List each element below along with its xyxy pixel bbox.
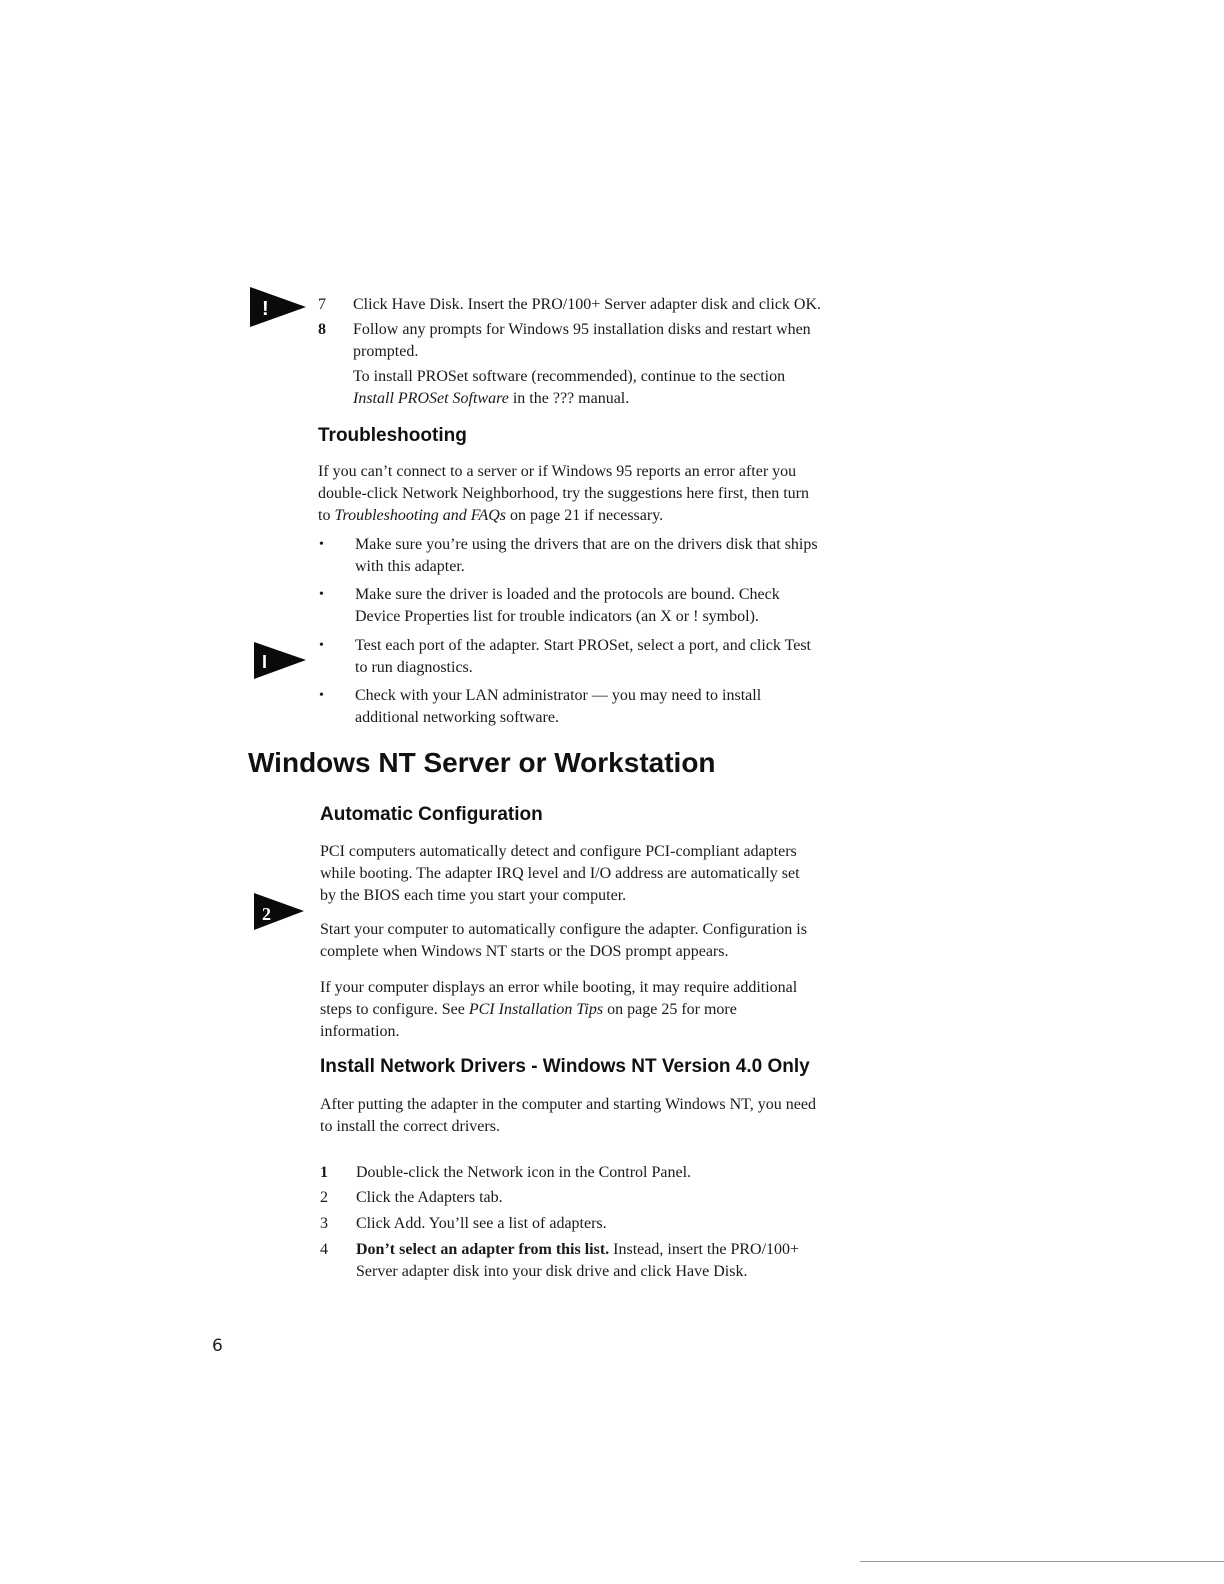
paragraph-line: Start your computer to automatically configure the adapter. Configuration is	[320, 921, 807, 938]
step-text: Click the Adapters tab.	[356, 1189, 503, 1206]
step-text: Double-click the Network icon in the Control Panel.	[356, 1164, 692, 1181]
proset-note-line: To install PROSet software (recommended), continue to the section	[353, 368, 786, 385]
step-text: Click Have Disk. Insert the PRO/100+ Server adapter disk and click OK.	[353, 296, 822, 313]
info-marker-icon	[254, 642, 308, 680]
step-two-marker-icon	[254, 893, 306, 931]
paragraph-line: PCI computers automatically detect and configure PCI-compliant adapters	[320, 843, 797, 860]
bullet-icon: •	[319, 587, 324, 602]
step-number: 1	[320, 1164, 328, 1181]
step-number: 2	[320, 1189, 328, 1206]
auto-config-heading: Automatic Configuration	[320, 804, 543, 825]
step-text-line: Server adapter disk into your disk drive and click Have Disk.	[356, 1263, 748, 1280]
install-drivers-heading: Install Network Drivers - Windows NT Version 4.0 Only	[320, 1056, 810, 1077]
svg-text:I: I	[262, 652, 268, 672]
svg-text:2: 2	[262, 904, 271, 924]
paragraph-line: while booting. The adapter IRQ level and I/O address are automatically set	[320, 865, 800, 882]
bullet-line: Check with your LAN administrator — you may need to install	[355, 687, 762, 704]
bullet-line: with this adapter.	[355, 558, 465, 575]
page-number: 6	[212, 1336, 223, 1356]
step-text: Click Add. You’ll see a list of adapters.	[356, 1215, 607, 1232]
svg-text:!: !	[262, 298, 269, 320]
faq-reference: Troubleshooting and FAQs	[334, 507, 507, 524]
step-number: 3	[320, 1215, 328, 1232]
bullet-icon: •	[319, 638, 324, 653]
bullet-line: additional networking software.	[355, 709, 559, 726]
paragraph-line: double-click Network Neighborhood, try the suggestions here first, then turn	[318, 485, 809, 502]
proset-note-line: Install PROSet Software in the ??? manual.	[353, 390, 630, 407]
step-text-line: prompted.	[353, 343, 419, 360]
bullet-line: Device Properties list for trouble indicators (an X or ! symbol).	[355, 608, 759, 625]
paragraph-line: If your computer displays an error while booting, it may require additional	[320, 979, 798, 996]
bullet-line: Make sure you’re using the drivers that are on the drivers disk that ships	[355, 536, 818, 553]
paragraph-line: If you can’t connect to a server or if Windows 95 reports an error after you	[318, 463, 797, 480]
bullet-line: Make sure the driver is loaded and the protocols are bound. Check	[355, 586, 780, 603]
step-emphasis: Don’t select an adapter from this list.	[356, 1241, 610, 1258]
step-text-line: Follow any prompts for Windows 95 installation disks and restart when	[353, 321, 811, 338]
paragraph-line: information.	[320, 1023, 400, 1040]
warning-marker-icon	[250, 287, 308, 329]
step-number: 8	[318, 321, 326, 338]
paragraph-line: by the BIOS each time you start your computer.	[320, 887, 627, 904]
bullet-icon: •	[319, 688, 324, 703]
troubleshooting-heading: Troubleshooting	[318, 425, 467, 446]
step-number: 4	[320, 1241, 328, 1258]
bullet-line: to run diagnostics.	[355, 659, 473, 676]
scan-edge-line	[860, 1561, 1224, 1562]
paragraph-line: to install the correct drivers.	[320, 1118, 500, 1135]
step-text-line: Don’t select an adapter from this list. Instead, insert the PRO/100+	[356, 1241, 800, 1258]
step-number: 7	[318, 296, 326, 313]
paragraph-line: After putting the adapter in the computer and starting Windows NT, you need	[320, 1096, 816, 1113]
paragraph-line: complete when Windows NT starts or the DOS prompt appears.	[320, 943, 729, 960]
bullet-line: Test each port of the adapter. Start PROSet, select a port, and click Test	[355, 637, 811, 654]
pci-tips-reference: PCI Installation Tips	[468, 1001, 604, 1018]
section-heading: Windows NT Server or Workstation	[248, 747, 716, 778]
paragraph-line: steps to configure. See PCI Installation Tips on page 25 for more	[320, 1001, 737, 1018]
paragraph-line: to Troubleshooting and FAQs on page 21 if necessary.	[318, 507, 664, 524]
bullet-icon: •	[319, 537, 324, 552]
proset-section-reference: Install PROSet Software	[353, 390, 509, 407]
